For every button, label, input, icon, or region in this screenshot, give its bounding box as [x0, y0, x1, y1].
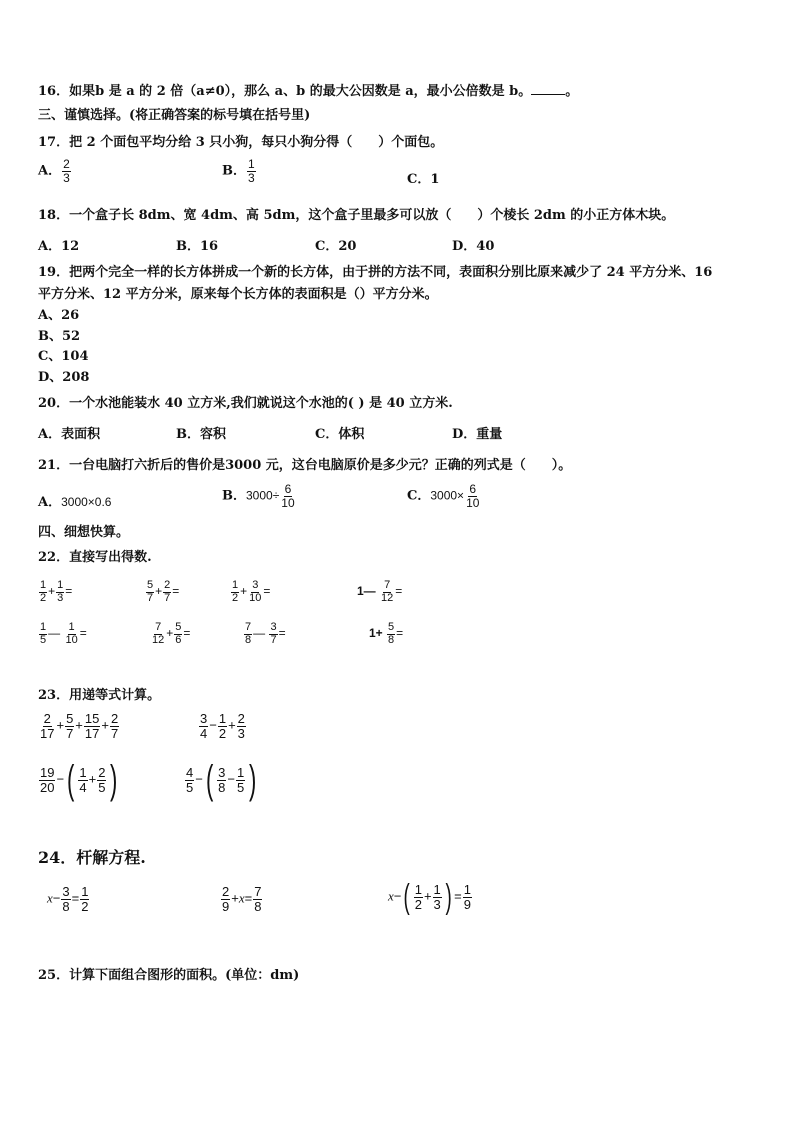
step-calc-3: $\frac{19}{20}$ −( $\frac{1}{4}$ + $\frac{2}{5}$ )	[40, 758, 118, 802]
calc-1: $\frac{1}{2}$ + $\frac{1}{3}$ =	[40, 579, 73, 604]
q21-option-c: C．3000× $\frac{6}{10}$	[407, 482, 480, 510]
calc-7: $\frac{7}{8}$ — $\frac{3}{7}$ =	[245, 621, 286, 646]
question-17: 17．把 2 个面包平均分给 3 只小狗，每只小狗分得（ ）个面包。	[38, 135, 444, 150]
equation-1: x− $\frac{3}{8}$ = $\frac{1}{2}$	[47, 884, 89, 914]
q17-option-b: B． $\frac{1}{3}$	[222, 157, 255, 185]
calc-2: $\frac{5}{7}$ + $\frac{2}{7}$ =	[147, 579, 180, 604]
q19-option-c: C、104	[38, 349, 89, 364]
section-3-heading: 三、谨慎选择。(将正确答案的标号填在括号里)	[38, 108, 311, 123]
question-19-line-2: 平方分米、12 平方分米，原来每个长方体的表面积是（）平方分米。	[38, 287, 438, 302]
calc-4: 1— $\frac{7}{12}$ =	[357, 579, 403, 604]
equation-2: $\frac{2}{9}$ +x= $\frac{7}{8}$	[222, 884, 262, 914]
question-19-line-1: 19．把两个完全一样的长方体拼成一个新的长方体，由于拼的方法不同，表面积分别比原来减少了 24 平方分米、16	[38, 265, 713, 280]
q19-option-b: B、52	[38, 329, 81, 344]
step-calc-2: $\frac{3}{4}$ − $\frac{1}{2}$ + $\frac{2}{3}$	[200, 711, 245, 741]
q19-option-d: D、208	[38, 370, 90, 385]
equation-3: x−( $\frac{1}{2}$ + $\frac{1}{3}$ ) = $\frac{1}{9}$	[388, 878, 471, 916]
question-22: 22．直接写出得数.	[38, 550, 152, 565]
answer-blank[interactable]	[531, 84, 565, 95]
q20-option-b: B．容积	[176, 427, 226, 442]
calc-5: $\frac{1}{5}$ — $\frac{1}{10}$ =	[40, 621, 87, 646]
calc-8: 1+ $\frac{5}{8}$ =	[369, 621, 404, 646]
q17-option-c: C．1	[407, 172, 440, 187]
step-calc-4: $\frac{4}{5}$ −( $\frac{3}{8}$ − $\frac{1}{5}$ )	[186, 758, 257, 802]
q18-option-b: B．16	[176, 239, 219, 254]
question-16-text: 16．如果b 是 a 的 2 倍（a≠0），那么 a、b 的最大公因数是 a，最小公倍数是 b。	[38, 84, 532, 99]
q18-option-c: C．20	[315, 239, 357, 254]
question-16: 16．如果b 是 a 的 2 倍（a≠0），那么 a、b 的最大公因数是 a，最小公倍数是 b。 。	[38, 84, 579, 99]
section-4-heading: 四、细想快算。	[38, 525, 130, 540]
question-23: 23．用递等式计算。	[38, 688, 161, 703]
q20-option-c: C．体积	[315, 427, 365, 442]
q21-option-a: A．3000×0.6	[38, 495, 112, 510]
q21-option-b: B．3000÷ $\frac{6}{10}$	[222, 482, 295, 510]
calc-6: $\frac{7}{12}$ + $\frac{5}{6}$ =	[152, 621, 191, 646]
q19-option-a: A、26	[38, 308, 80, 323]
question-25: 25．计算下面组合图形的面积。(单位：dm)	[38, 968, 300, 983]
q20-option-d: D．重量	[452, 427, 503, 442]
question-20: 20．一个水池能装水 40 立方米,我们就说这个水池的( ) 是 40 立方米.	[38, 396, 453, 411]
q17-option-a: A． $\frac{2}{3}$	[38, 157, 70, 185]
q20-option-a: A．表面积	[38, 427, 101, 442]
question-21: 21．一台电脑打六折后的售价是3000 元，这台电脑原价是多少元？正确的列式是（ ）。	[38, 458, 572, 473]
q18-option-d: D．40	[452, 239, 495, 254]
step-calc-1: $\frac{2}{17}$ + $\frac{5}{7}$ + $\frac{15}{17}$ + $\frac{2}{7}$	[40, 711, 119, 741]
q18-option-a: A．12	[38, 239, 80, 254]
question-18: 18．一个盒子长 8dm、宽 4dm、高 5dm，这个盒子里最多可以放（ ）个棱长 2dm 的小正方体木块。	[38, 208, 675, 223]
calc-3: $\frac{1}{2}$ + $\frac{3}{10}$ =	[232, 579, 271, 604]
question-24: 24．杆解方程.	[38, 848, 146, 867]
